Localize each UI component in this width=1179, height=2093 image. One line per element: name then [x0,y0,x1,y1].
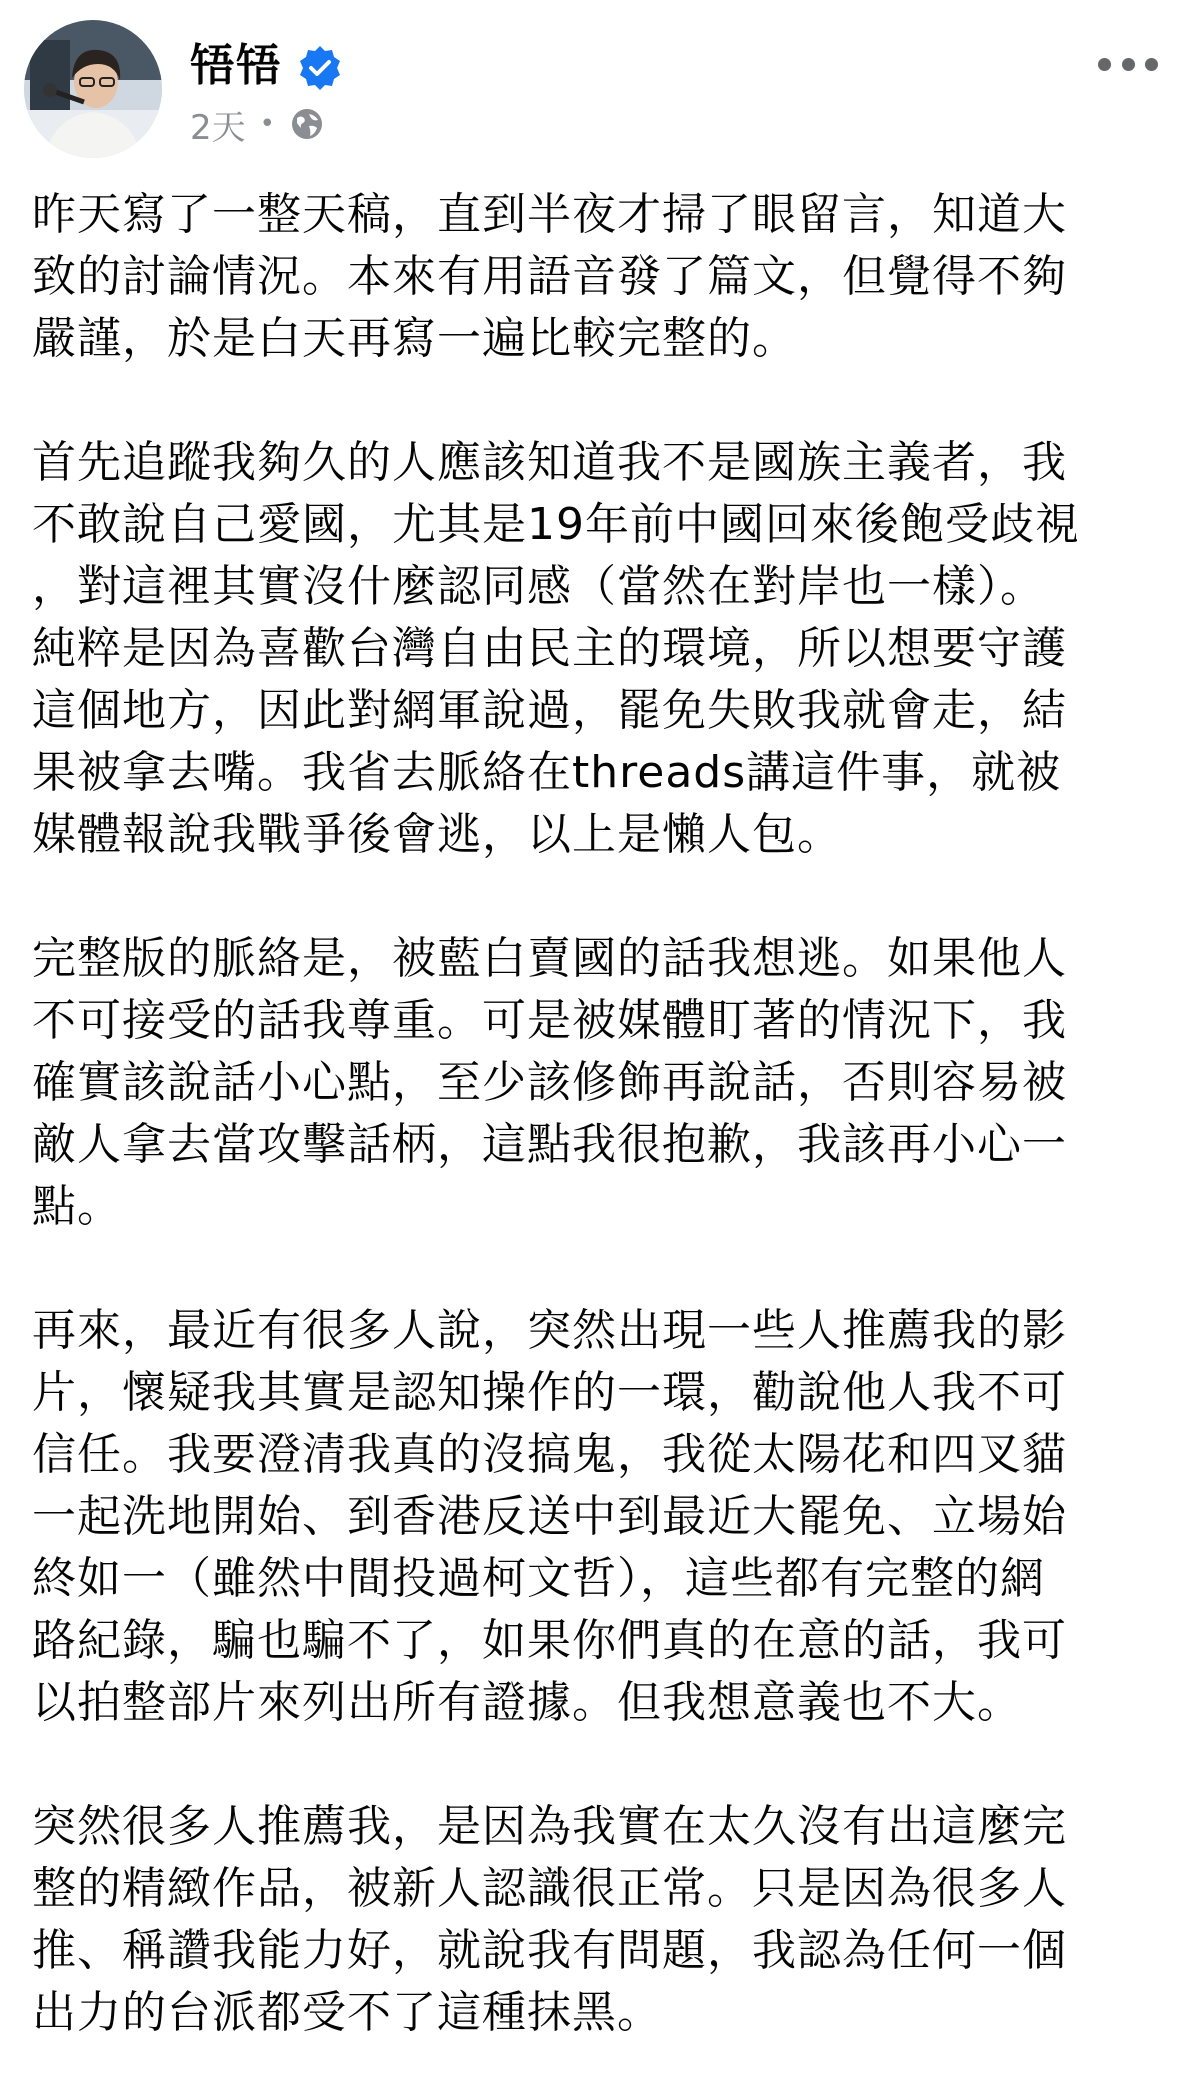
post-header [0,0,1179,170]
post-text [32,184,1142,2044]
post-paragraph: 首先追蹤我夠久的人應該知道我不是國族主義者，我 不敢說自己愛國，尤其是19年前中國回來後飽受歧視 ，對這裡其實沒什麼認同感（當然在對岸也一樣）。 純粹是因為喜歡台灣自由民主的環境，所以想要守護 這個地方，因此對網軍說過，罷免失敗我就會走，結 果被拿去嘴。我省去脈絡在threads講這件事，就被 媒體報說我戰爭後會逃，以上是懶人包。 [32,437,1080,860]
post-paragraph: 昨天寫了一整天稿，直到半夜才掃了眼留言，知道大 致的討論情況。本來有用語音發了篇文，但覺得不夠 嚴謹，於是白天再寫一遍比較完整的。 [32,189,1067,364]
post-paragraph: 突然很多人推薦我，是因為我實在太久沒有出這麼完 整的精緻作品，被新人認識很正常。只是因為很多人 推、稱讚我能力好，就說我有問題，我認為任何一個 出力的台派都受不了這種抹黑。 [32,1801,1067,2038]
post-paragraph: 完整版的脈絡是，被藍白賣國的話我想逃。如果他人 不可接受的話我尊重。可是被媒體盯著的情況下，我 確實該說話小心點，至少該修飾再說話，否則容易被 敵人拿去當攻擊話柄，這點我很抱歉，我該再小心一 點。 [32,933,1067,1232]
post-paragraph: 再來，最近有很多人說，突然出現一些人推薦我的影 片，懷疑我其實是認知操作的一環，勸說他人我不可 信任。我要澄清我真的沒搞鬼，我從太陽花和四叉貓 一起洗地開始、到香港反送中到最近大罷免、立場始 終如一（雖然中間投過柯文哲），這些都有完整的網 路紀錄，騙也騙不了，如果你們真的在意的話，我可 以拍整部片來列出所有證據。但我想意義也不大。 [32,1305,1067,1728]
author-avatar[interactable] [24,20,162,158]
more-dot [1145,58,1158,71]
verified-badge-icon [296,44,344,92]
more-dot [1098,58,1111,71]
more-options-button[interactable] [1098,42,1158,86]
author-name[interactable]: 啎啎 [190,40,282,91]
more-dot [1122,58,1135,71]
globe-icon[interactable] [289,106,325,142]
avatar-photo [24,20,162,158]
meta-separator-dot: • [259,109,275,139]
post-timestamp[interactable]: 2天 [190,107,246,148]
post-meta [190,100,325,148]
